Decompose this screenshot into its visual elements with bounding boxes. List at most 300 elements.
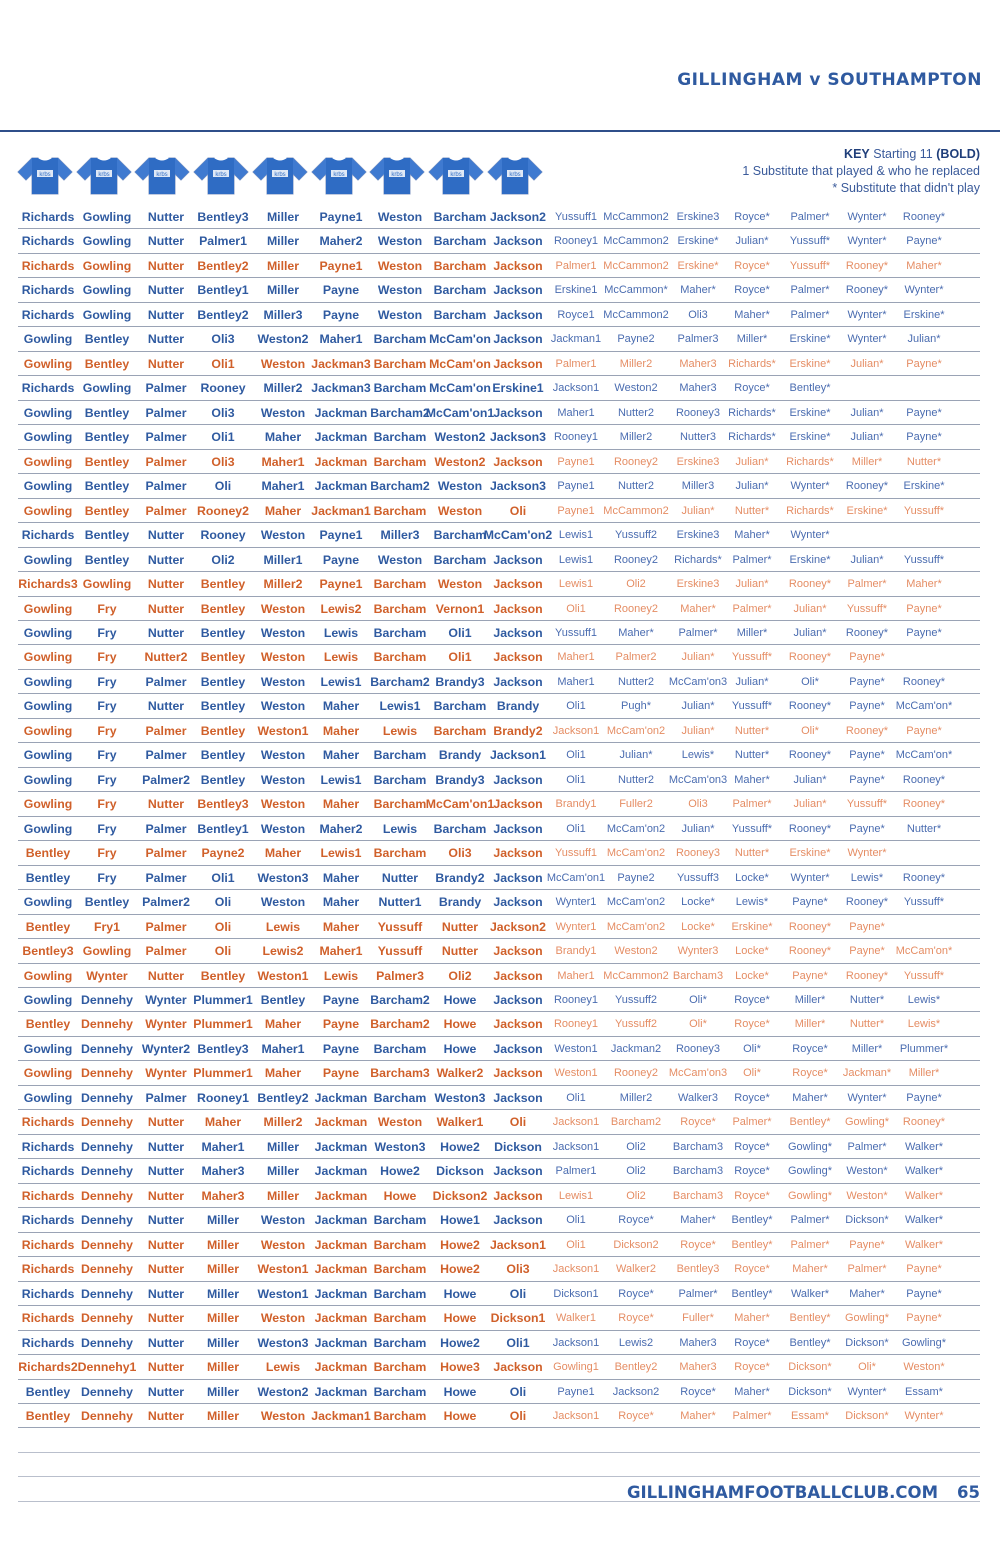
substitute-cell: Nutter3 <box>679 431 717 444</box>
substitute-cell: McCammon2 <box>603 211 669 223</box>
substitute-cell: Yussuff1 <box>555 626 597 639</box>
starter-cell: Miller <box>266 1164 300 1179</box>
substitute-cell: Oli* <box>689 1018 707 1031</box>
starter-cell: Weston <box>260 674 306 689</box>
starter-cell: Weston1 <box>257 1286 309 1301</box>
substitute-cell: Oli* <box>858 1361 876 1374</box>
starter-cell: Gowling <box>23 699 73 714</box>
substitute-cell: Weston* <box>846 1165 888 1178</box>
starter-cell: Gowling <box>23 503 73 518</box>
substitute-cell: Bentley* <box>789 382 831 395</box>
substitute-cell: Palmer* <box>678 1287 718 1300</box>
substitute-cell: Barcham3 <box>672 969 724 982</box>
starter-cell: Yussuff <box>377 944 423 959</box>
substitute-cell: Royce* <box>618 1214 654 1227</box>
substitute-cell: Nutter2 <box>617 406 655 419</box>
substitute-cell: Rooney* <box>902 1116 946 1129</box>
substitute-cell: Bentley* <box>731 1214 773 1227</box>
starter-cell: Fry <box>97 674 117 689</box>
substitute-cell: Rooney* <box>902 871 946 884</box>
starter-cell: Fry <box>97 846 117 861</box>
starter-cell: Jackson1 <box>489 748 547 763</box>
substitute-cell: Royce* <box>734 1165 770 1178</box>
starter-cell: Nutter <box>147 1311 185 1326</box>
table-row <box>18 1135 980 1159</box>
starter-cell: Gowling <box>23 821 73 836</box>
substitute-cell: Royce1 <box>557 308 595 321</box>
substitute-cell: Oli1 <box>566 700 586 713</box>
substitute-cell: Maher3 <box>679 382 717 395</box>
substitute-cell: Palmer* <box>790 308 830 321</box>
substitute-cell: Rooney* <box>902 675 946 688</box>
table-row <box>18 915 980 939</box>
substitute-cell: Julian* <box>793 626 827 639</box>
starter-cell: Dennehy <box>81 1384 133 1399</box>
substitute-cell: Jackson2 <box>612 1385 660 1398</box>
starter-cell: Weston <box>260 821 306 836</box>
starter-cell: Maher <box>264 430 302 445</box>
substitute-cell: Julian* <box>681 504 715 517</box>
starter-cell: Palmer <box>145 479 187 494</box>
starter-cell: Richards <box>21 1311 75 1326</box>
starter-cell: Wynter <box>145 1017 187 1032</box>
table-row <box>18 499 980 523</box>
substitute-cell: Dickson* <box>788 1385 832 1398</box>
starter-cell: Jackman <box>314 1286 368 1301</box>
substitute-cell: Wynter* <box>904 284 944 297</box>
substitute-cell: Maher3 <box>679 1336 717 1349</box>
starter-cell: Jackson <box>493 283 543 298</box>
substitute-cell: Lewis1 <box>558 578 594 591</box>
starter-cell: Barcham2 <box>370 1017 430 1032</box>
starter-cell: Oli <box>214 479 232 494</box>
starter-cell: Weston <box>260 772 306 787</box>
starter-cell: Barcham <box>373 1090 427 1105</box>
substitute-cell: Wynter3 <box>677 945 719 958</box>
starter-cell: Oli <box>214 944 232 959</box>
substitute-cell: Rooney* <box>845 969 889 982</box>
starter-cell: Weston <box>437 577 483 592</box>
starter-cell: Barcham2 <box>370 405 430 420</box>
substitute-cell: Royce* <box>680 1385 716 1398</box>
starter-cell: Palmer <box>145 870 187 885</box>
starter-cell: Dennehy <box>81 1286 133 1301</box>
starter-cell: Howe <box>443 1311 477 1326</box>
starter-cell: Oli3 <box>211 454 235 469</box>
table-row <box>18 597 980 621</box>
substitute-cell: McCam'on3 <box>668 1067 728 1080</box>
substitute-cell: Gowling* <box>787 1189 833 1202</box>
starter-cell: Lewis <box>323 625 359 640</box>
substitute-cell: Maher* <box>734 308 770 321</box>
substitute-cell: Rooney1 <box>553 431 599 444</box>
starter-cell: Weston <box>377 283 423 298</box>
substitute-cell: Rooney1 <box>553 994 599 1006</box>
starter-cell: Yussuff <box>377 919 423 934</box>
starter-cell: Brandy3 <box>435 772 485 787</box>
table-row <box>18 425 980 449</box>
substitute-cell: Barcham3 <box>672 1140 724 1153</box>
table-row <box>18 743 980 767</box>
starter-cell: Miller <box>206 1335 240 1350</box>
substitute-cell: Rooney* <box>788 700 832 713</box>
table-row <box>18 1380 980 1404</box>
starter-cell: Barcham <box>373 748 427 763</box>
table-row <box>18 205 980 229</box>
starter-cell: Barcham3 <box>370 1066 430 1081</box>
substitute-cell: Yussuff2 <box>615 1018 657 1031</box>
starter-cell: Barcham <box>433 210 487 224</box>
starter-cell: Gowling <box>23 674 73 689</box>
starter-cell: Palmer <box>145 723 187 738</box>
starter-cell: Barcham <box>433 699 487 714</box>
starter-cell: Gowling <box>23 356 73 371</box>
starter-cell: Weston3 <box>257 1335 309 1350</box>
starter-cell: Howe2 <box>440 1237 480 1252</box>
starter-cell: Jackman3 <box>311 356 371 371</box>
starter-cell: Dennehy <box>81 1090 133 1105</box>
starter-cell: Jackson <box>493 968 543 983</box>
starter-cell: Bentley <box>25 1408 71 1423</box>
starter-cell: Oli1 <box>506 1335 530 1350</box>
substitute-cell: Payne1 <box>557 480 595 493</box>
starter-cell: Palmer <box>145 821 187 836</box>
starter-cell: Maher <box>322 748 360 763</box>
starter-cell: Lewis <box>382 723 418 738</box>
substitute-cell: Lewis1 <box>558 1189 594 1202</box>
starter-cell: Jackson <box>493 944 543 959</box>
starter-cell: Miller <box>266 1188 300 1203</box>
starter-cell: Nutter <box>147 797 185 812</box>
table-row <box>18 694 980 718</box>
starter-cell: Barcham <box>373 332 427 347</box>
substitute-cell: Bentley* <box>789 1336 831 1349</box>
table-row <box>18 645 980 669</box>
starter-cell: Barcham2 <box>370 993 430 1007</box>
key-unused-line: * Substitute that didn't play <box>832 181 980 195</box>
substitute-cell: Lewis* <box>681 749 715 762</box>
starter-cell: Barcham <box>373 1237 427 1252</box>
substitute-cell: Richards* <box>674 553 722 566</box>
substitute-cell: Palmer2 <box>615 651 657 664</box>
starter-cell: Barcham <box>373 356 427 371</box>
starter-cell: Bentley2 <box>257 1090 309 1105</box>
substitute-cell: Palmer* <box>847 1140 887 1153</box>
table-row <box>18 1110 980 1134</box>
table-row <box>18 352 980 376</box>
starter-cell: Bentley <box>25 1017 71 1032</box>
table-row <box>18 1306 980 1330</box>
substitute-cell: Miller2 <box>619 431 653 444</box>
substitute-cell: Jackson1 <box>552 1263 600 1276</box>
substitute-cell: McCammon* <box>604 284 668 297</box>
starter-cell: Jackson <box>493 846 543 861</box>
starter-cell: Richards3 <box>18 577 78 592</box>
substitute-cell: Julian* <box>793 602 827 615</box>
substitute-cell: Rooney3 <box>675 1042 721 1055</box>
starter-cell: Bentley <box>84 405 130 420</box>
starter-cell: Lewis <box>323 968 359 983</box>
starter-cell: Barcham <box>373 1335 427 1350</box>
substitute-cell: Rooney* <box>788 822 832 835</box>
starter-cell: Weston <box>260 1237 306 1252</box>
starter-cell: Weston2 <box>257 332 309 347</box>
substitute-cell: Brandy1 <box>555 945 597 958</box>
substitute-cell: Miller* <box>736 626 768 639</box>
substitute-cell: Walker1 <box>556 1312 596 1325</box>
substitute-cell: Oli1 <box>566 1238 586 1251</box>
substitute-cell: Royce* <box>734 284 770 297</box>
starter-cell: Fry <box>97 870 117 885</box>
substitute-cell: Maher1 <box>557 406 595 419</box>
starter-cell: Fry <box>97 723 117 738</box>
starter-cell: Miller <box>206 1311 240 1326</box>
substitute-cell: McCam'on2 <box>606 920 666 933</box>
starter-cell: Weston <box>260 625 306 640</box>
substitute-cell: McCam'on3 <box>668 773 728 786</box>
table-row <box>18 229 980 253</box>
substitute-cell: Locke* <box>681 920 715 933</box>
starter-cell: Oli <box>214 895 232 910</box>
substitute-cell: Nutter* <box>849 994 885 1006</box>
substitute-cell: Maher* <box>680 284 716 297</box>
substitute-cell: Maher* <box>734 1385 770 1398</box>
starter-cell: Jackson <box>493 356 543 371</box>
table-row <box>18 327 980 351</box>
starter-cell: Miller <box>206 1262 240 1277</box>
substitute-cell: Yussuff* <box>903 553 945 566</box>
starter-cell: Miller <box>206 1408 240 1423</box>
substitute-cell: Nutter2 <box>617 675 655 688</box>
substitute-cell: Richards* <box>728 406 776 419</box>
starter-cell: Nutter <box>147 528 185 543</box>
substitute-cell: Rooney2 <box>613 553 659 566</box>
starter-cell: Palmer <box>145 503 187 518</box>
footer-website: GILLINGHAMFOOTBALLCLUB.COM <box>627 1483 938 1502</box>
starter-cell: Bentley2 <box>197 258 249 273</box>
starter-cell: Oli <box>509 1115 527 1130</box>
starter-cell: Dennehy <box>81 1311 133 1326</box>
table-row <box>18 988 980 1012</box>
starter-cell: Barcham <box>373 454 427 469</box>
substitute-cell: Palmer* <box>847 1263 887 1276</box>
starter-cell: Howe2 <box>380 1164 420 1179</box>
starter-cell: Jackman <box>314 1139 368 1154</box>
starter-cell: Bentley2 <box>197 307 249 322</box>
table-row <box>18 474 980 498</box>
starter-cell: Miller <box>206 1360 240 1375</box>
starter-cell: Barcham <box>373 650 427 665</box>
starter-cell: Nutter <box>147 1213 185 1228</box>
substitute-cell: Payne* <box>849 1238 885 1251</box>
starter-cell: Weston <box>260 1408 306 1423</box>
svg-text:krbs: krbs <box>156 172 169 178</box>
substitute-cell: Yussuff* <box>903 504 945 517</box>
substitute-cell: Nutter* <box>849 1018 885 1031</box>
substitute-cell: Palmer* <box>732 798 772 811</box>
starter-cell: Jackson2 <box>489 919 547 934</box>
substitute-cell: Payne* <box>906 1287 942 1300</box>
substitute-cell: Maher* <box>680 1409 716 1422</box>
starter-cell: Fry <box>97 625 117 640</box>
starter-cell: McCam'on1 <box>425 797 495 812</box>
starter-cell: Jackson <box>493 332 543 347</box>
substitute-cell: Payne1 <box>557 504 595 517</box>
substitute-cell: Erskine* <box>731 920 773 933</box>
starter-cell: Barcham <box>373 625 427 640</box>
starter-cell: Palmer2 <box>142 895 190 910</box>
substitute-cell: Palmer* <box>790 1214 830 1227</box>
table-row <box>18 523 980 547</box>
starter-cell: Jackson <box>493 552 543 567</box>
starter-cell: Weston <box>377 1115 423 1130</box>
table-row <box>18 1355 980 1379</box>
starter-cell: Bentley1 <box>197 821 249 836</box>
starter-cell: Gowling <box>23 723 73 738</box>
substitute-cell: Julian* <box>793 798 827 811</box>
substitute-cell: McCammon2 <box>603 969 669 982</box>
starter-cell: Gowling <box>23 772 73 787</box>
shirt-icon <box>192 152 250 196</box>
starter-cell: Miller <box>266 283 300 298</box>
starter-cell: Barcham <box>373 846 427 861</box>
starter-cell: Fry <box>97 650 117 665</box>
starter-cell: Miller2 <box>263 381 303 396</box>
substitute-cell: Wynter* <box>847 333 887 346</box>
starter-cell: Payne1 <box>319 210 363 224</box>
starter-cell: Gowling <box>23 895 73 910</box>
substitute-cell: Rooney* <box>788 578 832 591</box>
starter-cell: Weston1 <box>257 1262 309 1277</box>
starter-cell: Bentley <box>84 552 130 567</box>
starter-cell: Weston <box>377 307 423 322</box>
table-row <box>18 1086 980 1110</box>
substitute-cell: Yussuff1 <box>555 847 597 860</box>
starter-cell: Barcham <box>373 601 427 616</box>
starter-cell: Bentley <box>25 919 71 934</box>
starter-cell: Oli3 <box>211 405 235 420</box>
substitute-cell: Royce* <box>680 1116 716 1129</box>
substitute-cell: Julian* <box>681 700 715 713</box>
starter-cell: Miller <box>266 258 300 273</box>
starter-cell: Barcham <box>433 821 487 836</box>
substitute-cell: Nutter2 <box>617 480 655 493</box>
starter-cell: Lewis1 <box>320 846 362 861</box>
starter-cell: Oli1 <box>448 625 472 640</box>
starter-cell: Jackman <box>314 1213 368 1228</box>
substitute-cell: Royce* <box>734 1140 770 1153</box>
starter-cell: Bentley <box>200 674 246 689</box>
starter-cell: Dennehy <box>81 1213 133 1228</box>
substitute-cell: Nutter* <box>906 822 942 835</box>
starter-cell: Jackson <box>493 234 543 249</box>
substitute-cell: Dickson1 <box>553 1287 599 1300</box>
substitute-cell: Erskine* <box>789 406 831 419</box>
substitute-cell: Gowling* <box>787 1140 833 1153</box>
substitute-cell: Rooney* <box>845 896 889 909</box>
starter-cell: Richards <box>21 283 75 298</box>
starter-cell: Barcham <box>373 1041 427 1056</box>
starter-cell: Nutter <box>147 1384 185 1399</box>
starter-cell: Bentley <box>200 772 246 787</box>
starter-cell: Palmer <box>145 381 187 396</box>
starter-cell: Brandy <box>438 748 482 763</box>
starter-cell: Nutter <box>147 577 185 592</box>
substitute-cell: McCam'on1 <box>546 871 606 884</box>
starter-cell: Miller3 <box>380 528 420 543</box>
substitute-cell: Rooney* <box>902 773 946 786</box>
table-row <box>18 376 980 400</box>
table-row <box>18 939 980 963</box>
starter-cell: Barcham2 <box>370 674 430 689</box>
substitute-cell: Walker* <box>904 1238 944 1251</box>
substitute-cell: Erskine3 <box>676 211 720 223</box>
substitute-cell: Oli2 <box>626 1189 646 1202</box>
starter-cell: Dennehy <box>81 1188 133 1203</box>
starter-cell: Plummer1 <box>193 1017 253 1032</box>
substitute-cell: McCam'on2 <box>606 847 666 860</box>
starter-cell: Weston <box>377 234 423 249</box>
substitute-cell: Nutter* <box>906 455 942 468</box>
substitute-cell: Rooney* <box>845 626 889 639</box>
substitute-cell: Wynter* <box>904 1409 944 1422</box>
starter-cell: Wynter <box>145 1066 187 1081</box>
substitute-cell: Maher1 <box>557 651 595 664</box>
substitute-cell: Walker* <box>904 1189 944 1202</box>
starter-cell: Maher <box>322 699 360 714</box>
substitute-cell: Richards* <box>728 357 776 370</box>
starter-cell: Nutter <box>147 1262 185 1277</box>
substitute-cell: Walker* <box>904 1140 944 1153</box>
substitute-cell: Erskine1 <box>554 284 598 297</box>
substitute-cell: Payne* <box>849 700 885 713</box>
starter-cell: Payne2 <box>201 846 245 861</box>
substitute-cell: Payne* <box>906 602 942 615</box>
substitute-cell: Palmer* <box>732 1409 772 1422</box>
starter-cell: Jackson <box>493 674 543 689</box>
starter-cell: Bentley <box>84 332 130 347</box>
starter-cell: Maher <box>264 1017 302 1032</box>
substitute-cell: Essam* <box>791 1409 829 1422</box>
starter-cell: Fry <box>97 797 117 812</box>
starter-cell: Jackson <box>493 577 543 592</box>
substitute-cell: McCam'on* <box>895 700 953 713</box>
starter-cell: Gowling <box>82 283 132 298</box>
substitute-cell: Erskine* <box>789 357 831 370</box>
substitute-cell: Gowling1 <box>553 1361 599 1374</box>
table-row <box>18 254 980 278</box>
substitute-cell: Erskine* <box>677 259 719 272</box>
substitute-cell: Maher* <box>734 773 770 786</box>
starter-cell: Lewis <box>265 1360 301 1375</box>
substitute-cell: Miller* <box>794 1018 826 1031</box>
substitute-cell: Miller* <box>851 1042 883 1055</box>
starter-cell: Gowling <box>23 650 73 665</box>
starter-cell: Barcham <box>373 577 427 592</box>
starter-cell: Maher <box>322 723 360 738</box>
starter-cell: Bentley <box>260 993 306 1007</box>
substitute-cell: Palmer* <box>732 602 772 615</box>
substitute-cell: Oli1 <box>566 773 586 786</box>
substitute-cell: Payne* <box>906 1091 942 1104</box>
starter-cell: Gowling <box>23 748 73 763</box>
starter-cell: Jackson <box>493 797 543 812</box>
substitute-cell: Payne1 <box>557 1385 595 1398</box>
substitute-cell: Richards* <box>728 431 776 444</box>
starter-cell: Nutter1 <box>378 895 422 910</box>
starter-cell: Bentley1 <box>197 283 249 298</box>
svg-text:krbs: krbs <box>274 172 286 178</box>
